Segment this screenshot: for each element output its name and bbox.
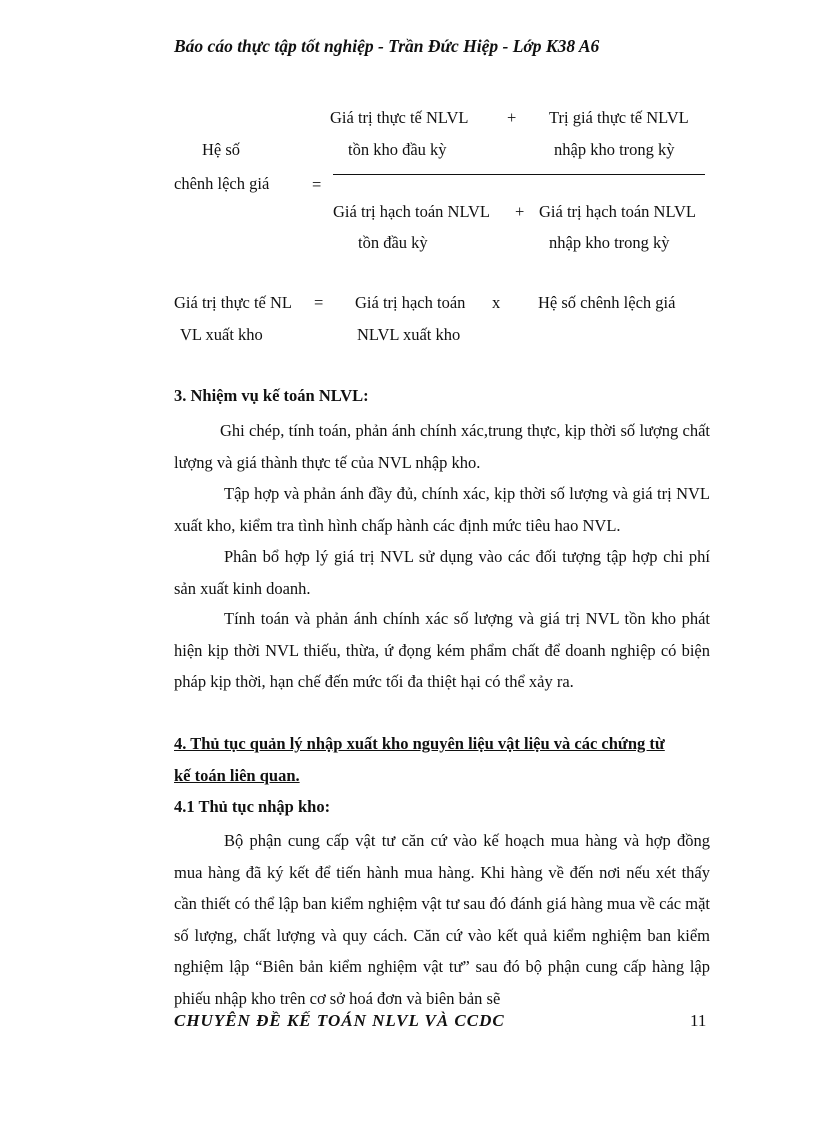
formula1-equals: = bbox=[312, 175, 322, 194]
section3-paragraph-2 bbox=[174, 478, 710, 541]
formula1-numerator-a-line1: Giá trị thực tế NLVL bbox=[330, 108, 469, 127]
footer-title: CHUYÊN ĐỀ KẾ TOÁN NLVL VÀ CCDC bbox=[174, 1011, 505, 1030]
formula1-denominator-a-line1: Giá trị hạch toán NLVL bbox=[333, 202, 491, 221]
paragraph-text: Phân bổ hợp lý giá trị NVL sử dụng vào các đối tượng tập hợp chi phí sản xuất kinh doanh. bbox=[174, 547, 710, 598]
formula1-denominator-b-line2: nhập kho trong kỳ bbox=[549, 233, 670, 252]
formula2-term-a-line1: Giá trị hạch toán bbox=[355, 293, 466, 312]
paragraph-text: Ghi chép, tính toán, phản ánh chính xác,trung thực, kịp thời số lượng chất lượng và giá thành thực tế của NVL nhập kho. bbox=[174, 421, 710, 472]
section4-heading-line1: 4. Thủ tục quản lý nhập xuất kho nguyên liệu vật liệu và các chứng từ bbox=[174, 734, 665, 753]
formula2-term-b: Hệ số chênh lệch giá bbox=[538, 293, 676, 312]
formula2-term-a-line2: NLVL xuất kho bbox=[357, 325, 461, 344]
section3-paragraph-3 bbox=[174, 541, 710, 604]
formula1-denominator-b-line1: Giá trị hạch toán NLVL bbox=[539, 202, 697, 221]
formula1-denominator-a-line2: tồn đầu kỳ bbox=[358, 233, 428, 252]
page-header: Báo cáo thực tập tốt nghiệp - Trần Đức Hiệp - Lớp K38 A6 bbox=[174, 36, 600, 56]
fraction-bar bbox=[333, 174, 705, 175]
section3-paragraph-4 bbox=[174, 603, 710, 698]
section4-1-heading: 4.1 Thủ tục nhập kho: bbox=[174, 797, 331, 816]
formula1-lhs-line1: Hệ số bbox=[202, 140, 241, 159]
paragraph-text: Bộ phận cung cấp vật tư căn cứ vào kế hoạch mua hàng và hợp đồng mua hàng đã ký kết để tiến hành mua hàng. Khi hàng về đến nơi nếu xét thấy cần thiết có thể lập ban kiểm nghiệm vật tư sau đó đánh giá hàng mua về các mặt số lượng, chất lượng và quy cách. Căn cứ vào kết quả kiểm nghiệm ban kiểm nghiệm lập “Biên bản kiểm nghiệm vật tư” sau đó bộ phận cung cấp hàng lập phiếu nhập kho trên cơ sở hoá đơn và biên bản sẽ bbox=[174, 831, 710, 1008]
formula1-numerator-a-line2: tồn kho đầu kỳ bbox=[348, 140, 447, 159]
section3-paragraph-1 bbox=[174, 415, 710, 478]
formula2-lhs-line1: Giá trị thực tế NL bbox=[174, 293, 292, 312]
paragraph-text: Tính toán và phản ánh chính xác số lượng và giá trị NVL tồn kho phát hiện kịp thời NVL thiếu, thừa, ứ đọng kém phẩm chất để doanh nghiệp có biện pháp kịp thời, hạn chế đến mức tối đa thiệt hại có thể xảy ra. bbox=[174, 609, 710, 691]
formula2-times: x bbox=[492, 293, 501, 312]
formula1-numerator-plus: + bbox=[507, 108, 517, 127]
formula1-denominator-plus: + bbox=[515, 202, 525, 221]
formula1-numerator-b-line2: nhập kho trong kỳ bbox=[554, 140, 675, 159]
paragraph-text: Tập hợp và phản ánh đầy đủ, chính xác, kịp thời số lượng và giá trị NVL xuất kho, kiểm tra tình hình chấp hành các định mức tiêu hao NVL. bbox=[174, 484, 710, 535]
section4-heading-line2: kế toán liên quan. bbox=[174, 766, 300, 785]
formula1-lhs-line2: chênh lệch giá bbox=[174, 174, 270, 193]
section4-1-paragraph bbox=[174, 825, 710, 1014]
formula1-numerator-b-line1: Trị giá thực tế NLVL bbox=[549, 108, 689, 127]
section3-heading: 3. Nhiệm vụ kế toán NLVL: bbox=[174, 386, 369, 405]
page-number: 11 bbox=[690, 1011, 707, 1030]
formula2-equals: = bbox=[314, 293, 324, 312]
formula2-lhs-line2: VL xuất kho bbox=[180, 325, 263, 344]
